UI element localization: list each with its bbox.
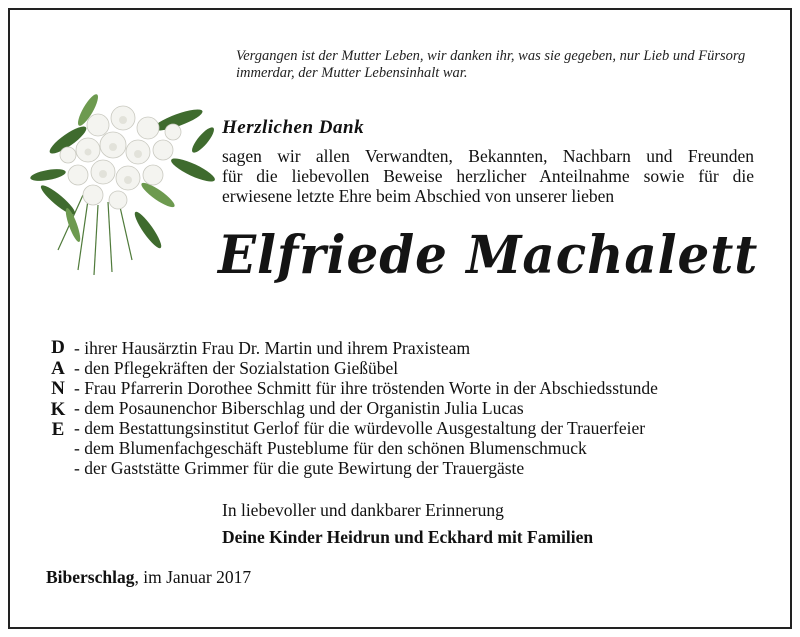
deceased-name: Elfriede Machalett (218, 225, 759, 286)
motto-verse: Vergangen ist der Mutter Leben, wir danken ihr, was sie gegeben, nur Lieb und Fürsorg immerdar, der Mutter Lebensinhalt war. (236, 48, 746, 81)
danke-letter: K (50, 398, 66, 420)
intro-line: erwiesene letzte Ehre beim Abschied von unserer lieben (222, 186, 615, 206)
place-name: Biberschlag (46, 567, 135, 587)
date-text: , im Januar 2017 (134, 567, 252, 587)
place-date-line (46, 567, 251, 588)
danke-acrostic (46, 338, 70, 441)
thanks-item: - dem Blumenfachgeschäft Pusteblume für den schönen Blumenschmuck (74, 438, 587, 458)
thanks-heading: Herzlichen Dank (222, 117, 365, 138)
thanks-list (74, 338, 754, 478)
intro-paragraph (222, 146, 754, 206)
danke-letter: N (51, 378, 65, 399)
thanks-item: - ihrer Hausärztin Frau Dr. Martin und ihrem Praxisteam (74, 338, 471, 358)
intro-line: sagen wir allen Verwandten, Bekannten, Nachbarn und Freunden (222, 146, 754, 166)
signature-line: Deine Kinder Heidrun und Eckhard mit Familien (222, 527, 594, 547)
thanks-item: - den Pflegekräften der Sozialstation Gießübel (74, 358, 399, 378)
danke-letter: A (51, 357, 65, 379)
thanks-item: - dem Posaunenchor Biberschlag und der Organistin Julia Lucas (74, 398, 524, 418)
thanks-item: - dem Bestattungsinstitut Gerlof für die würdevolle Ausgestaltung der Trauerfeier (74, 418, 646, 438)
danke-letter: D (51, 337, 65, 358)
thanks-item: - der Gaststätte Grimmer für die gute Bewirtung der Trauergäste (74, 458, 525, 478)
thanks-item: - Frau Pfarrerin Dorothee Schmitt für ihre tröstenden Worte in der Abschiedsstunde (74, 378, 658, 398)
closing-line: In liebevoller und dankbarer Erinnerung (222, 500, 504, 520)
intro-line: für die liebevollen Beweise herzlicher Anteilnahme sowie für die (222, 166, 754, 186)
danke-letter: E (51, 419, 65, 440)
flower-bouquet-image (28, 80, 218, 280)
